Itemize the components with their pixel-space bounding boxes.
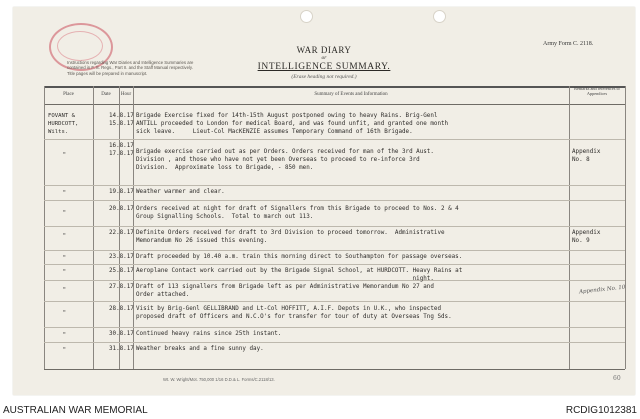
entry-text: Orders received at night for draft of Signallers from this Brigade to proceed to Nos. 2 & 4 Group Signalling Schools. Total to march out 113.: [136, 206, 459, 220]
header-rule: [44, 104, 625, 105]
col-head-hour: Hour: [120, 92, 132, 97]
ditto-mark: ": [63, 310, 66, 317]
col-divider: [625, 86, 626, 369]
ditto-mark: ": [63, 332, 66, 339]
appendix-reference: Appendix No. 9: [572, 230, 601, 244]
entry-date: 20.8.17: [109, 206, 134, 212]
archive-caption-bar: [0, 401, 640, 419]
ditto-mark: ": [63, 152, 66, 159]
ditto-mark: ": [63, 269, 66, 276]
entry-text: Definite Orders received for draft to 3rd Division to proceed tomorrow. Administrative Memorandum No 26 issued this evening.: [136, 230, 445, 244]
entry-text: Brigade Exercise fixed for 14th-15th August postponed owing to heavy Rains. Brig-Genl ANTILL proceeded to London for medical Board, and was found unfit, and granted one month sick leave. Lieut-Col MacKENZIE assumes Temporary Command of 16th Brigade.: [136, 113, 449, 135]
printer-imprint: Wt. W. Wright/Mot. 750,000 1/16 D.D.& L. Forms/C.2118/13.: [163, 377, 275, 382]
entry-date: 22.8.17: [109, 230, 134, 236]
row-rule: [44, 264, 625, 265]
entry-text: Aeroplane Contact work carried out by the Brigade Signal School, at HURDCOTT. Heavy Rains at night.: [136, 268, 463, 282]
ditto-mark: ": [63, 287, 66, 294]
entry-text: Continued heavy rains since 25th instant.: [136, 331, 282, 337]
entry-text: Weather warmer and clear.: [136, 189, 225, 195]
ditto-mark: ": [63, 210, 66, 217]
col-head-place: Place: [63, 92, 74, 97]
diary-page: [13, 7, 635, 395]
appendix-reference: Appendix No. 8: [572, 149, 601, 163]
row-rule: [44, 139, 625, 140]
row-rule: [44, 185, 625, 186]
row-rule: [44, 200, 625, 201]
entry-date: 27.8.17: [109, 284, 134, 290]
ditto-mark: ": [63, 347, 66, 354]
page-title: WAR DIARY: [296, 45, 352, 55]
row-rule: [44, 327, 625, 328]
punch-hole: [433, 10, 446, 23]
row-rule: [44, 250, 625, 251]
place-entry: FOVANT & HURDCOTT, Wilts.: [48, 113, 79, 135]
entry-text: Draft of 113 signallers from Brigade left as per Administrative Memorandum No 27 and Order attached.: [136, 284, 434, 298]
col-head-remarks: Remarks and references to Appendices: [574, 86, 620, 96]
page-mark: 60: [613, 375, 621, 382]
handwritten-appendix-note: Appendix No. 10: [578, 284, 626, 296]
entry-text: Draft proceeded by 10.40 a.m. train this morning direct to Southampton for passage overseas.: [136, 254, 463, 260]
ditto-mark: ": [63, 190, 66, 197]
row-rule: [44, 301, 625, 302]
entry-date: 31.8.17: [109, 346, 134, 352]
col-head-summary: Summary of Events and Information: [314, 92, 388, 97]
row-rule: [44, 226, 625, 227]
entry-date: 16.8.17 17.8.17: [109, 143, 134, 157]
punch-hole: [300, 10, 313, 23]
erase-note: (Erase heading not required.): [291, 74, 357, 80]
entry-date: 30.8.17: [109, 331, 134, 337]
table-top-rule: [44, 86, 625, 88]
record-id: RCDIG1012381: [565, 405, 637, 416]
entry-date: 25.8.17: [109, 268, 134, 274]
entry-text: Brigade exercise carried out as per Orders. Orders received for man of the 3rd Aust. Division , and those who have not yet been Overseas to proceed to re-inforce 3rd Division. Approximate loss to Brigade, - 850 men.: [136, 149, 434, 171]
archive-name: AUSTRALIAN WAR MEMORIAL: [3, 405, 148, 416]
ditto-mark: ": [63, 255, 66, 262]
entry-date: 28.8.17: [109, 306, 134, 312]
table-bottom-rule: [44, 369, 625, 370]
ditto-mark: ": [63, 233, 66, 240]
instructions-note: Instructions regarding War Diaries and Intelligence Summaries are contained in F. S. Regs., Part II. and the Staff Manual respectively. Title pages will be prepared in manuscript.: [67, 60, 194, 76]
entry-text: Visit by Brig-Genl GELLIBRAND and Lt-Col HOFFITT, A.I.F. Depots in U.K., who inspected proposed draft of Officers and N.C.O's for transfer for tour of duty at Overseas Tng Sds.: [136, 306, 452, 320]
army-form-number: Army Form C. 2118.: [543, 41, 594, 47]
entry-date: 19.8.17: [109, 189, 134, 195]
entry-date: 23.8.17: [109, 254, 134, 260]
col-head-date: Date: [101, 92, 111, 97]
page-subtitle: INTELLIGENCE SUMMARY.: [257, 62, 391, 72]
entry-date: 14.8.17 15.8.17: [109, 113, 134, 127]
row-rule: [44, 342, 625, 343]
title-or: or: [321, 55, 327, 61]
entry-text: Weather breaks and a fine sunny day.: [136, 346, 264, 352]
